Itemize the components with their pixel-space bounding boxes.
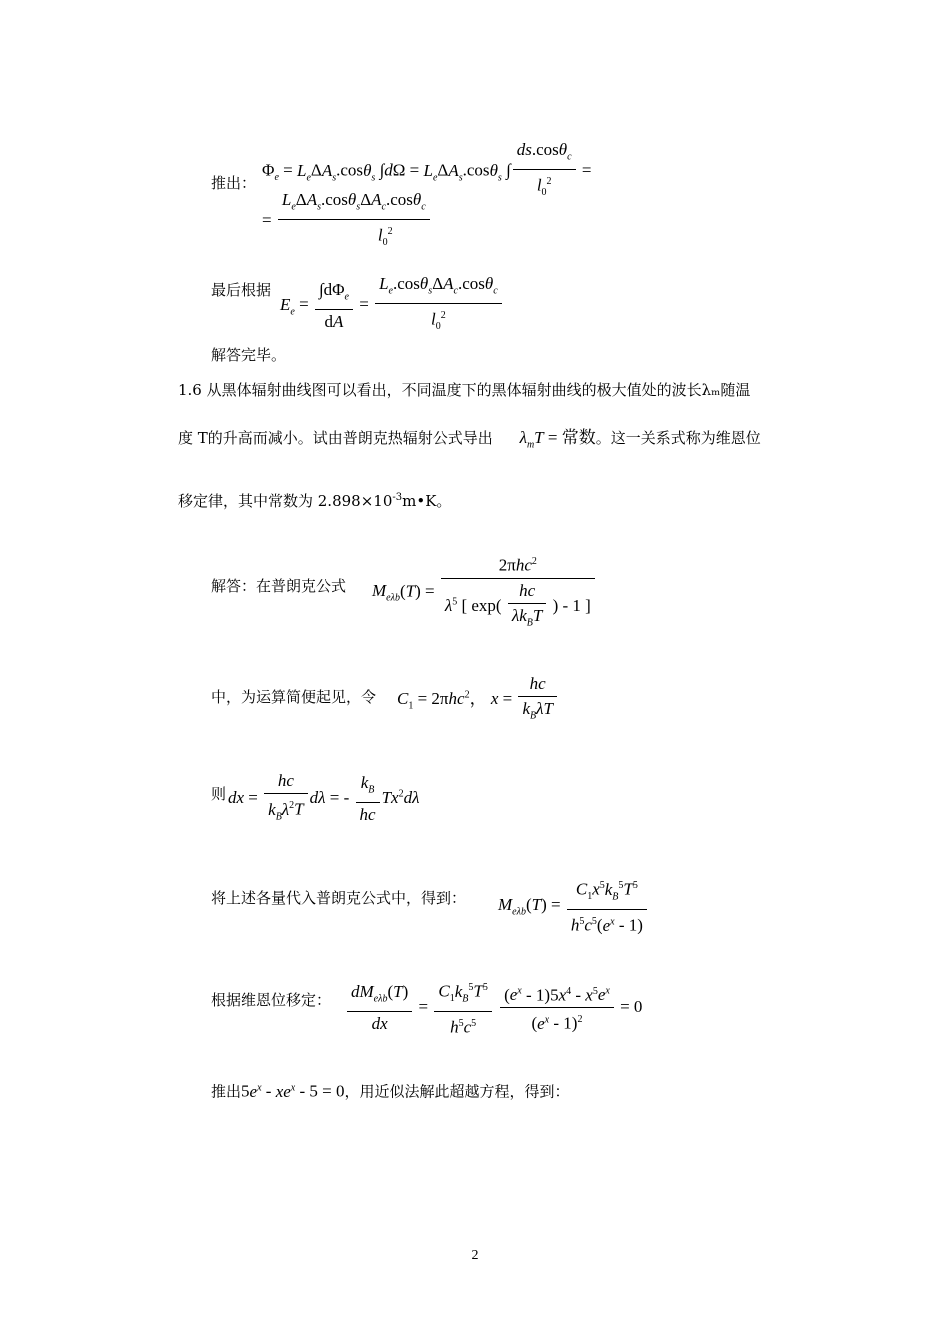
wien-formula: $\lambda_mT$ = 常数 <box>519 428 596 451</box>
solution-derive: 推出$5e^x - xe^x - 5 = 0$，用近似法解此超越方程，得到： <box>211 1081 570 1101</box>
solution-let: 中，为运算简便起见，令 <box>211 688 377 706</box>
equation-planck: $M_{e\lambda b}(T)$ = 2πhc$^2$ $\lambda^5$ [ exp( $\frac{hc}{\lambda k_BT}$ ) - 1 ] <box>372 550 597 635</box>
equation-irradiance: $E_e$ = $\frac{\int d\Phi_e}{dA}$ = $\frac{L_e.\cos\theta_s\Delta A_c.\cos\theta_c}{l_0^2}$ <box>280 272 504 339</box>
equation-derivative: $\frac{dM_{e\lambda b}(T)}{dx}$ = $\frac{C_1k_B^5T^5}{h^5c^5}$ $\frac{(e^x - 1)5x^4 - x^5e^x}{(e^x - 1)^2}$ = 0 <box>345 976 642 1040</box>
solution-then: 则 <box>211 785 227 803</box>
problem-line3: 移定律，其中常数为 $2.898\times 10^{-3}m•K$。 <box>178 492 452 510</box>
solution-wien: 根据维恩位移定： <box>211 991 332 1009</box>
solution-intro: 解答：在普朗克公式 <box>211 577 347 595</box>
label-zuihou: 最后根据 <box>211 281 272 299</box>
answer-complete: 解答完毕。 <box>211 346 287 364</box>
equation-phi-line1: $\Phi_e = L_e\Delta A_s.\cos\theta_s$ $\int d\Omega = L_e\Delta A_s.\cos\theta_s$ ∫ $\frac{ds.\cos\theta_c}{l_0^2}$ = <box>262 140 592 199</box>
problem-text-2b: 。这一关系式称为维恩位 <box>595 429 761 447</box>
equation-dx: dx = $\frac{hc}{k_B\lambda^2T}$ dλ = - $\frac{k_B}{hc}$ Tx$^2$dλ <box>228 771 420 825</box>
problem-line1 <box>178 380 750 400</box>
problem-number: 1.6 <box>178 381 202 399</box>
label-tuichu: 推出： <box>211 174 257 192</box>
problem-line2 <box>178 428 761 455</box>
equation-phi-line2: = $\frac{L_e\Delta A_s.\cos\theta_s\Delta A_c.\cos\theta_c}{l_0^2}$ <box>262 188 432 255</box>
problem-text-2: 度 T的升高而减小。试由普朗克热辐射公式导出 <box>178 429 493 447</box>
equation-planck-x: $M_{e\lambda b}(T)$ = $\frac{C_1x^5k_B^5T^5}{h^5c^5(e^x - 1)}$ <box>498 874 649 938</box>
problem-text-1: 从黑体辐射曲线图可以看出，不同温度下的黑体辐射曲线的极大值处的波长λₘ随温 <box>206 381 751 399</box>
page-number: 2 <box>471 1248 479 1263</box>
equation-definitions: $C_1 = 2\pi hc^2$， x = $\frac{hc}{k_B\lambda T}$ <box>397 672 559 728</box>
solution-substitute: 将上述各量代入普朗克公式中，得到： <box>211 889 467 907</box>
